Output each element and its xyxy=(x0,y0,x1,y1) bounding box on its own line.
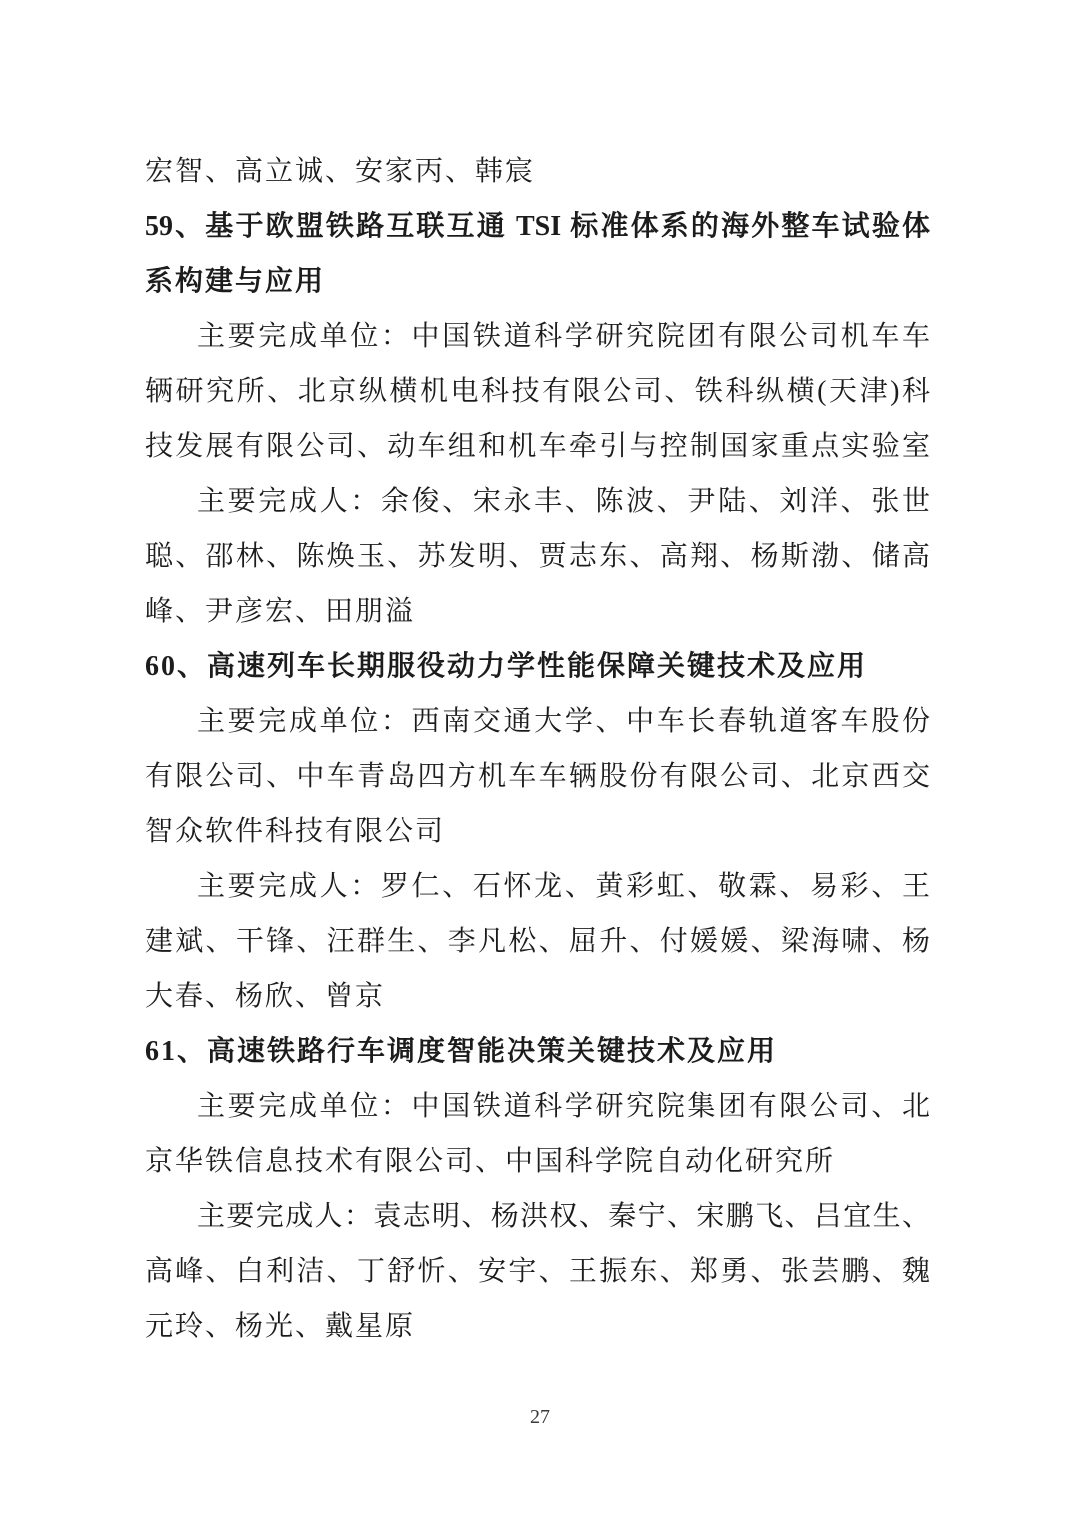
project-61-units-line-2: 京华铁信息技术有限公司、中国科学院自动化研究所 xyxy=(145,1146,836,1177)
project-60-people-line-1: 主要完成人：罗仁、石怀龙、黄彩虹、敬霖、易彩、王 xyxy=(197,871,930,902)
names-continuation-line: 宏智、高立诚、安家丙、韩宸 xyxy=(145,156,536,187)
project-60-units-line-3: 智众软件科技有限公司 xyxy=(145,816,446,847)
project-60-title-line: 60、高速列车长期服役动力学性能保障关键技术及应用 xyxy=(145,651,868,682)
project-60-units-line-2: 有限公司、中车青岛四方机车车辆股份有限公司、北京西交 xyxy=(145,761,930,792)
project-61-people-line-2: 高峰、白利洁、丁舒忻、安宇、王振东、郑勇、张芸鹏、魏 xyxy=(145,1256,930,1287)
project-59-units-line-2: 辆研究所、北京纵横机电科技有限公司、铁科纵横(天津)科 xyxy=(145,376,930,407)
project-60-people-line-3: 大春、杨欣、曾京 xyxy=(145,981,386,1012)
text-content xyxy=(145,144,930,1354)
project-59-units-line-1: 主要完成单位：中国铁道科学研究院团有限公司机车车 xyxy=(197,321,930,352)
page-number: 27 xyxy=(530,1406,550,1428)
project-59-title-line-2: 系构建与应用 xyxy=(145,266,326,297)
project-61-title-line: 61、高速铁路行车调度智能决策关键技术及应用 xyxy=(145,1036,778,1067)
project-59-people-line-2: 聪、邵林、陈焕玉、苏发明、贾志东、高翔、杨斯渤、储高 xyxy=(145,541,930,572)
project-60-units-line-1: 主要完成单位：西南交通大学、中车长春轨道客车股份 xyxy=(197,706,930,737)
project-59-people-line-3: 峰、尹彦宏、田朋溢 xyxy=(145,596,416,627)
project-60-people-line-2: 建斌、干锋、汪群生、李凡松、屈升、付媛媛、梁海啸、杨 xyxy=(145,926,930,957)
project-61-people-line-3: 元玲、杨光、戴星原 xyxy=(145,1311,416,1342)
project-59-title-line-1: 59、基于欧盟铁路互联互通 TSI 标准体系的海外整车试验体 xyxy=(145,211,930,242)
project-61-people-line-1: 主要完成人：袁志明、杨洪权、秦宁、宋鹏飞、吕宜生、 xyxy=(197,1201,930,1232)
project-61-units-line-1: 主要完成单位：中国铁道科学研究院集团有限公司、北 xyxy=(197,1091,930,1122)
project-59-units-line-3: 技发展有限公司、动车组和机车牵引与控制国家重点实验室 xyxy=(145,431,930,462)
project-59-people-line-1: 主要完成人：余俊、宋永丰、陈波、尹陆、刘洋、张世 xyxy=(197,486,930,517)
